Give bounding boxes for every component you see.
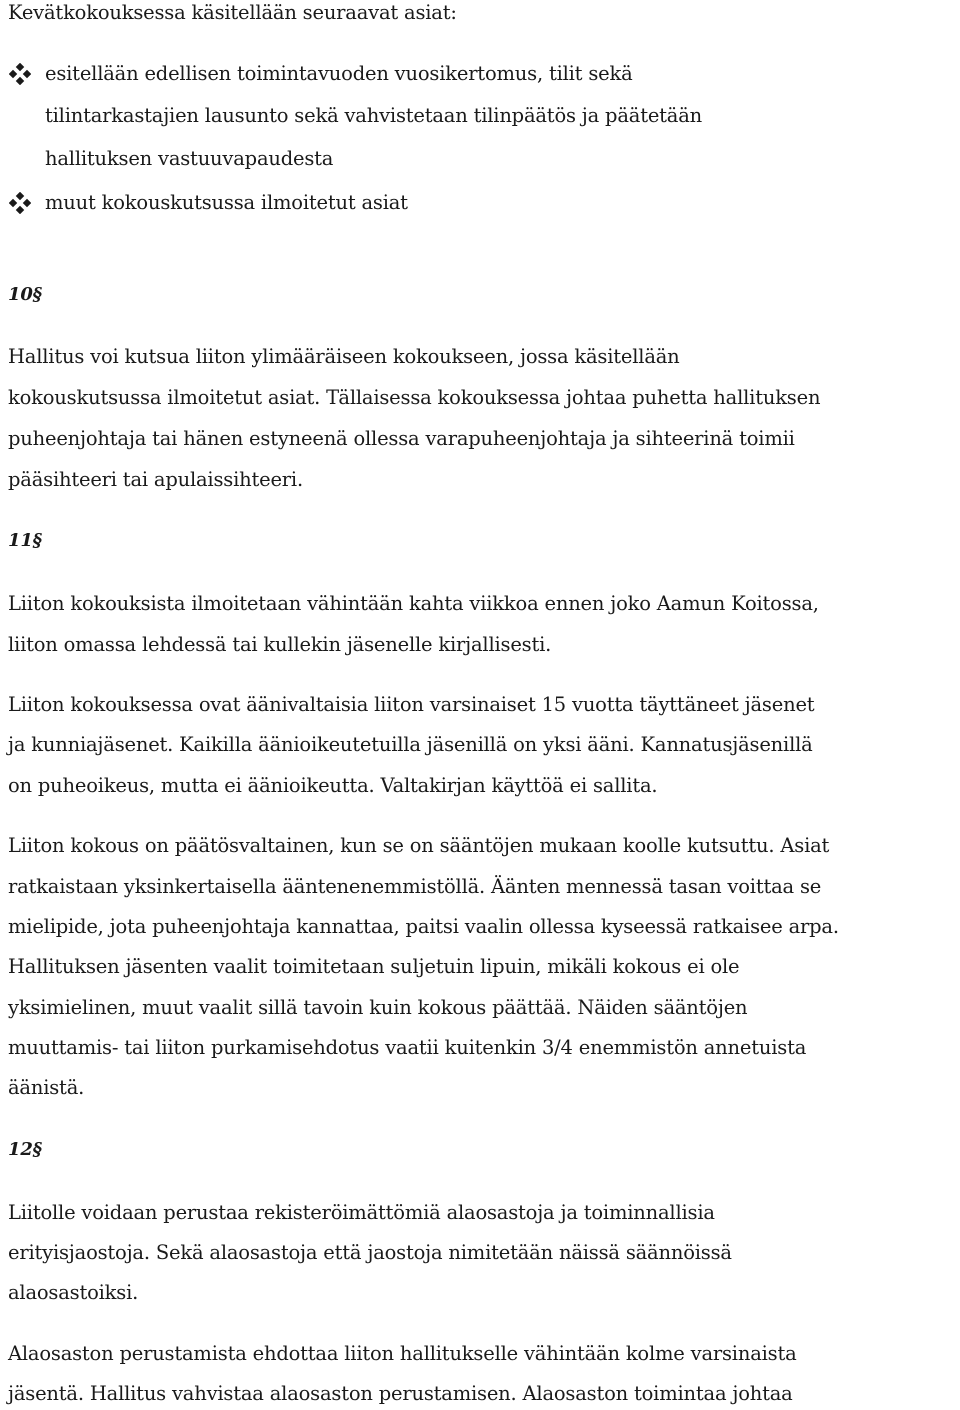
- paragraph-line: Liiton kokous on päätösvaltainen, kun se on sääntöjen mukaan koolle kutsuttu. Asiat: [8, 834, 830, 857]
- diamond-dots-icon: [9, 63, 31, 85]
- intro-text: Kevätkokouksessa käsitellään seuraavat asiat:: [8, 1, 457, 24]
- paragraph-line: on puheoikeus, mutta ei äänioikeutta. Valtakirjan käyttöä ei sallita.: [8, 774, 658, 797]
- bullet-line: muut kokouskutsussa ilmoitetut asiat: [45, 191, 408, 214]
- paragraph-line: yksimielinen, muut vaalit sillä tavoin kuin kokous päättää. Näiden sääntöjen: [8, 996, 748, 1019]
- paragraph-line: Alaosaston perustamista ehdottaa liiton hallitukselle vähintään kolme varsinaista: [8, 1342, 797, 1365]
- paragraph-line: Liiton kokouksessa ovat äänivaltaisia liiton varsinaiset 15 vuotta täyttäneet jäsenet: [8, 693, 815, 716]
- paragraph-line: erityisjaostoja. Sekä alaosastoja että jaostoja nimitetään näissä säännöissä: [8, 1241, 732, 1264]
- paragraph-line: muuttamis- tai liiton purkamisehdotus vaatii kuitenkin 3/4 enemmistön annetuista: [8, 1036, 807, 1059]
- paragraph-line: Hallitus voi kutsua liiton ylimääräiseen kokoukseen, jossa käsitellään: [8, 345, 680, 368]
- paragraph-line: Liitolle voidaan perustaa rekisteröimättömiä alaosastoja ja toiminnallisia: [8, 1201, 715, 1224]
- bullet-line: esitellään edellisen toimintavuoden vuosikertomus, tilit sekä: [45, 62, 633, 85]
- bullet-line: hallituksen vastuuvapaudesta: [45, 147, 334, 170]
- paragraph-line: jäsentä. Hallitus vahvistaa alaosaston perustamisen. Alaosaston toimintaa johtaa: [8, 1382, 793, 1405]
- section-heading: 11§: [8, 530, 42, 551]
- section-heading: 12§: [8, 1139, 42, 1160]
- paragraph-line: Hallituksen jäsenten vaalit toimitetaan suljetuin lipuin, mikäli kokous ei ole: [8, 955, 740, 978]
- paragraph-line: liiton omassa lehdessä tai kullekin jäsenelle kirjallisesti.: [8, 633, 552, 656]
- paragraph-line: puheenjohtaja tai hänen estyneenä ollessa varapuheenjohtaja ja sihteerinä toimii: [8, 427, 795, 450]
- section-heading: 10§: [8, 284, 42, 305]
- paragraph-line: Liiton kokouksista ilmoitetaan vähintään kahta viikkoa ennen joko Aamun Koitossa,: [8, 592, 819, 615]
- paragraph-line: pääsihteeri tai apulaissihteeri.: [8, 468, 303, 491]
- paragraph-line: ratkaistaan yksinkertaisella ääntenenemmistöllä. Äänten mennessä tasan voittaa se: [8, 875, 822, 898]
- paragraph-line: kokouskutsussa ilmoitetut asiat. Tällaisessa kokouksessa johtaa puhetta hallituksen: [8, 386, 821, 409]
- diamond-dots-icon: [9, 192, 31, 214]
- bullet-line: tilintarkastajien lausunto sekä vahvistetaan tilinpäätös ja päätetään: [45, 104, 703, 127]
- paragraph-line: äänistä.: [8, 1076, 85, 1099]
- paragraph-line: alaosastoiksi.: [8, 1281, 139, 1304]
- paragraph-line: mielipide, jota puheenjohtaja kannattaa, paitsi vaalin ollessa kyseessä ratkaisee arpa.: [8, 915, 839, 938]
- paragraph-line: ja kunniajäsenet. Kaikilla äänioikeutetuilla jäsenillä on yksi ääni. Kannatusjäsenillä: [8, 733, 813, 756]
